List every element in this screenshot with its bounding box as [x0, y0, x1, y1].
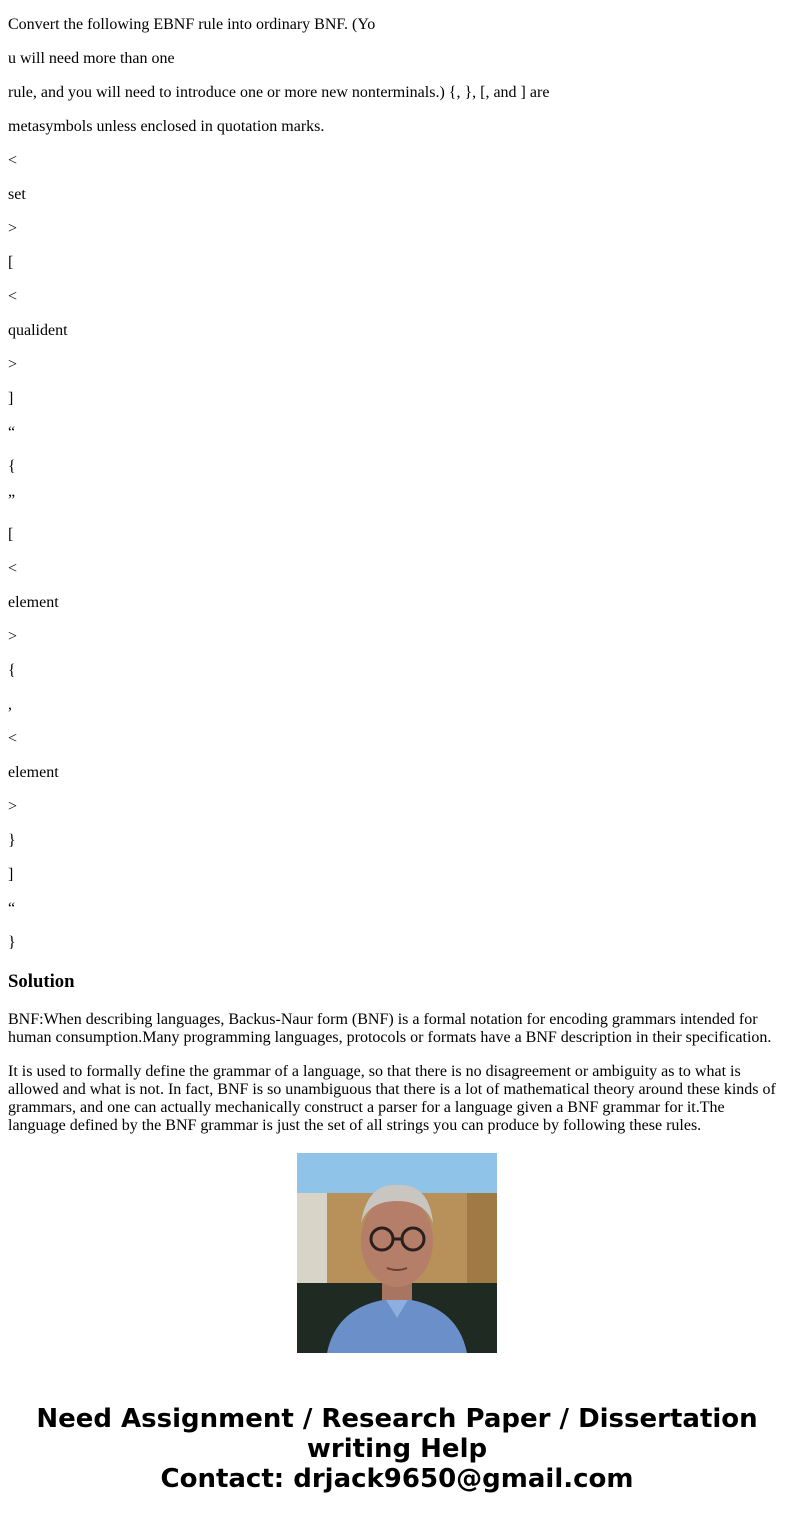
question-line: >	[8, 628, 18, 645]
question-line: element	[8, 764, 59, 781]
document-content	[8, 0, 786, 1135]
question-line: ]	[8, 390, 14, 407]
solution-paragraph: BNF:When describing languages, Backus-Naur form (BNF) is a formal notation for encoding grammars intended for human consumption.Many programming languages, protocols or formats have a BNF description in their specification.	[8, 1011, 772, 1047]
question-line: set	[8, 186, 26, 203]
question-line: metasymbols unless enclosed in quotation marks.	[8, 118, 325, 135]
solution-heading: Solution	[8, 970, 75, 992]
footer-help-text: Need Assignment / Research Paper / Dissertation writing Help	[36, 1404, 758, 1464]
question-line: }	[8, 832, 16, 849]
question-line: [	[8, 254, 14, 271]
question-line: element	[8, 594, 59, 611]
question-line: [	[8, 526, 14, 543]
question-line: “	[8, 424, 16, 441]
question-line: >	[8, 798, 18, 815]
question-line: rule, and you will need to introduce one or more new nonterminals.) {, }, [, and ] are	[8, 84, 550, 101]
question-line: >	[8, 220, 18, 237]
question-line: <	[8, 152, 18, 169]
question-line: <	[8, 560, 18, 577]
author-photo	[297, 1153, 497, 1353]
footer-contact-email: Contact: drjack9650@gmail.com	[160, 1464, 634, 1494]
question-line: }	[8, 934, 16, 951]
question-line: Convert the following EBNF rule into ordinary BNF. (Yo	[8, 16, 376, 33]
contact-footer	[0, 1404, 794, 1494]
solution-paragraph: It is used to formally define the grammar of a language, so that there is no disagreement or ambiguity as to what is allowed and what is not. In fact, BNF is so unambiguous that there is a lot of mathematical theory around these kinds of grammars, and one can actually mechanically construct a parser for a language given a BNF grammar for it.The language defined by the BNF grammar is just the set of all strings you can produce by following these rules.	[8, 1063, 776, 1135]
question-line: <	[8, 730, 18, 747]
question-line: ,	[8, 696, 12, 713]
question-line: {	[8, 662, 16, 679]
question-line: qualident	[8, 322, 68, 339]
question-text	[8, 16, 786, 952]
question-line: “	[8, 900, 16, 917]
question-line: >	[8, 356, 18, 373]
question-line: <	[8, 288, 18, 305]
question-line: {	[8, 458, 16, 475]
question-line: u will need more than one	[8, 50, 175, 67]
question-line: ]	[8, 866, 14, 883]
question-line: ”	[8, 492, 16, 509]
